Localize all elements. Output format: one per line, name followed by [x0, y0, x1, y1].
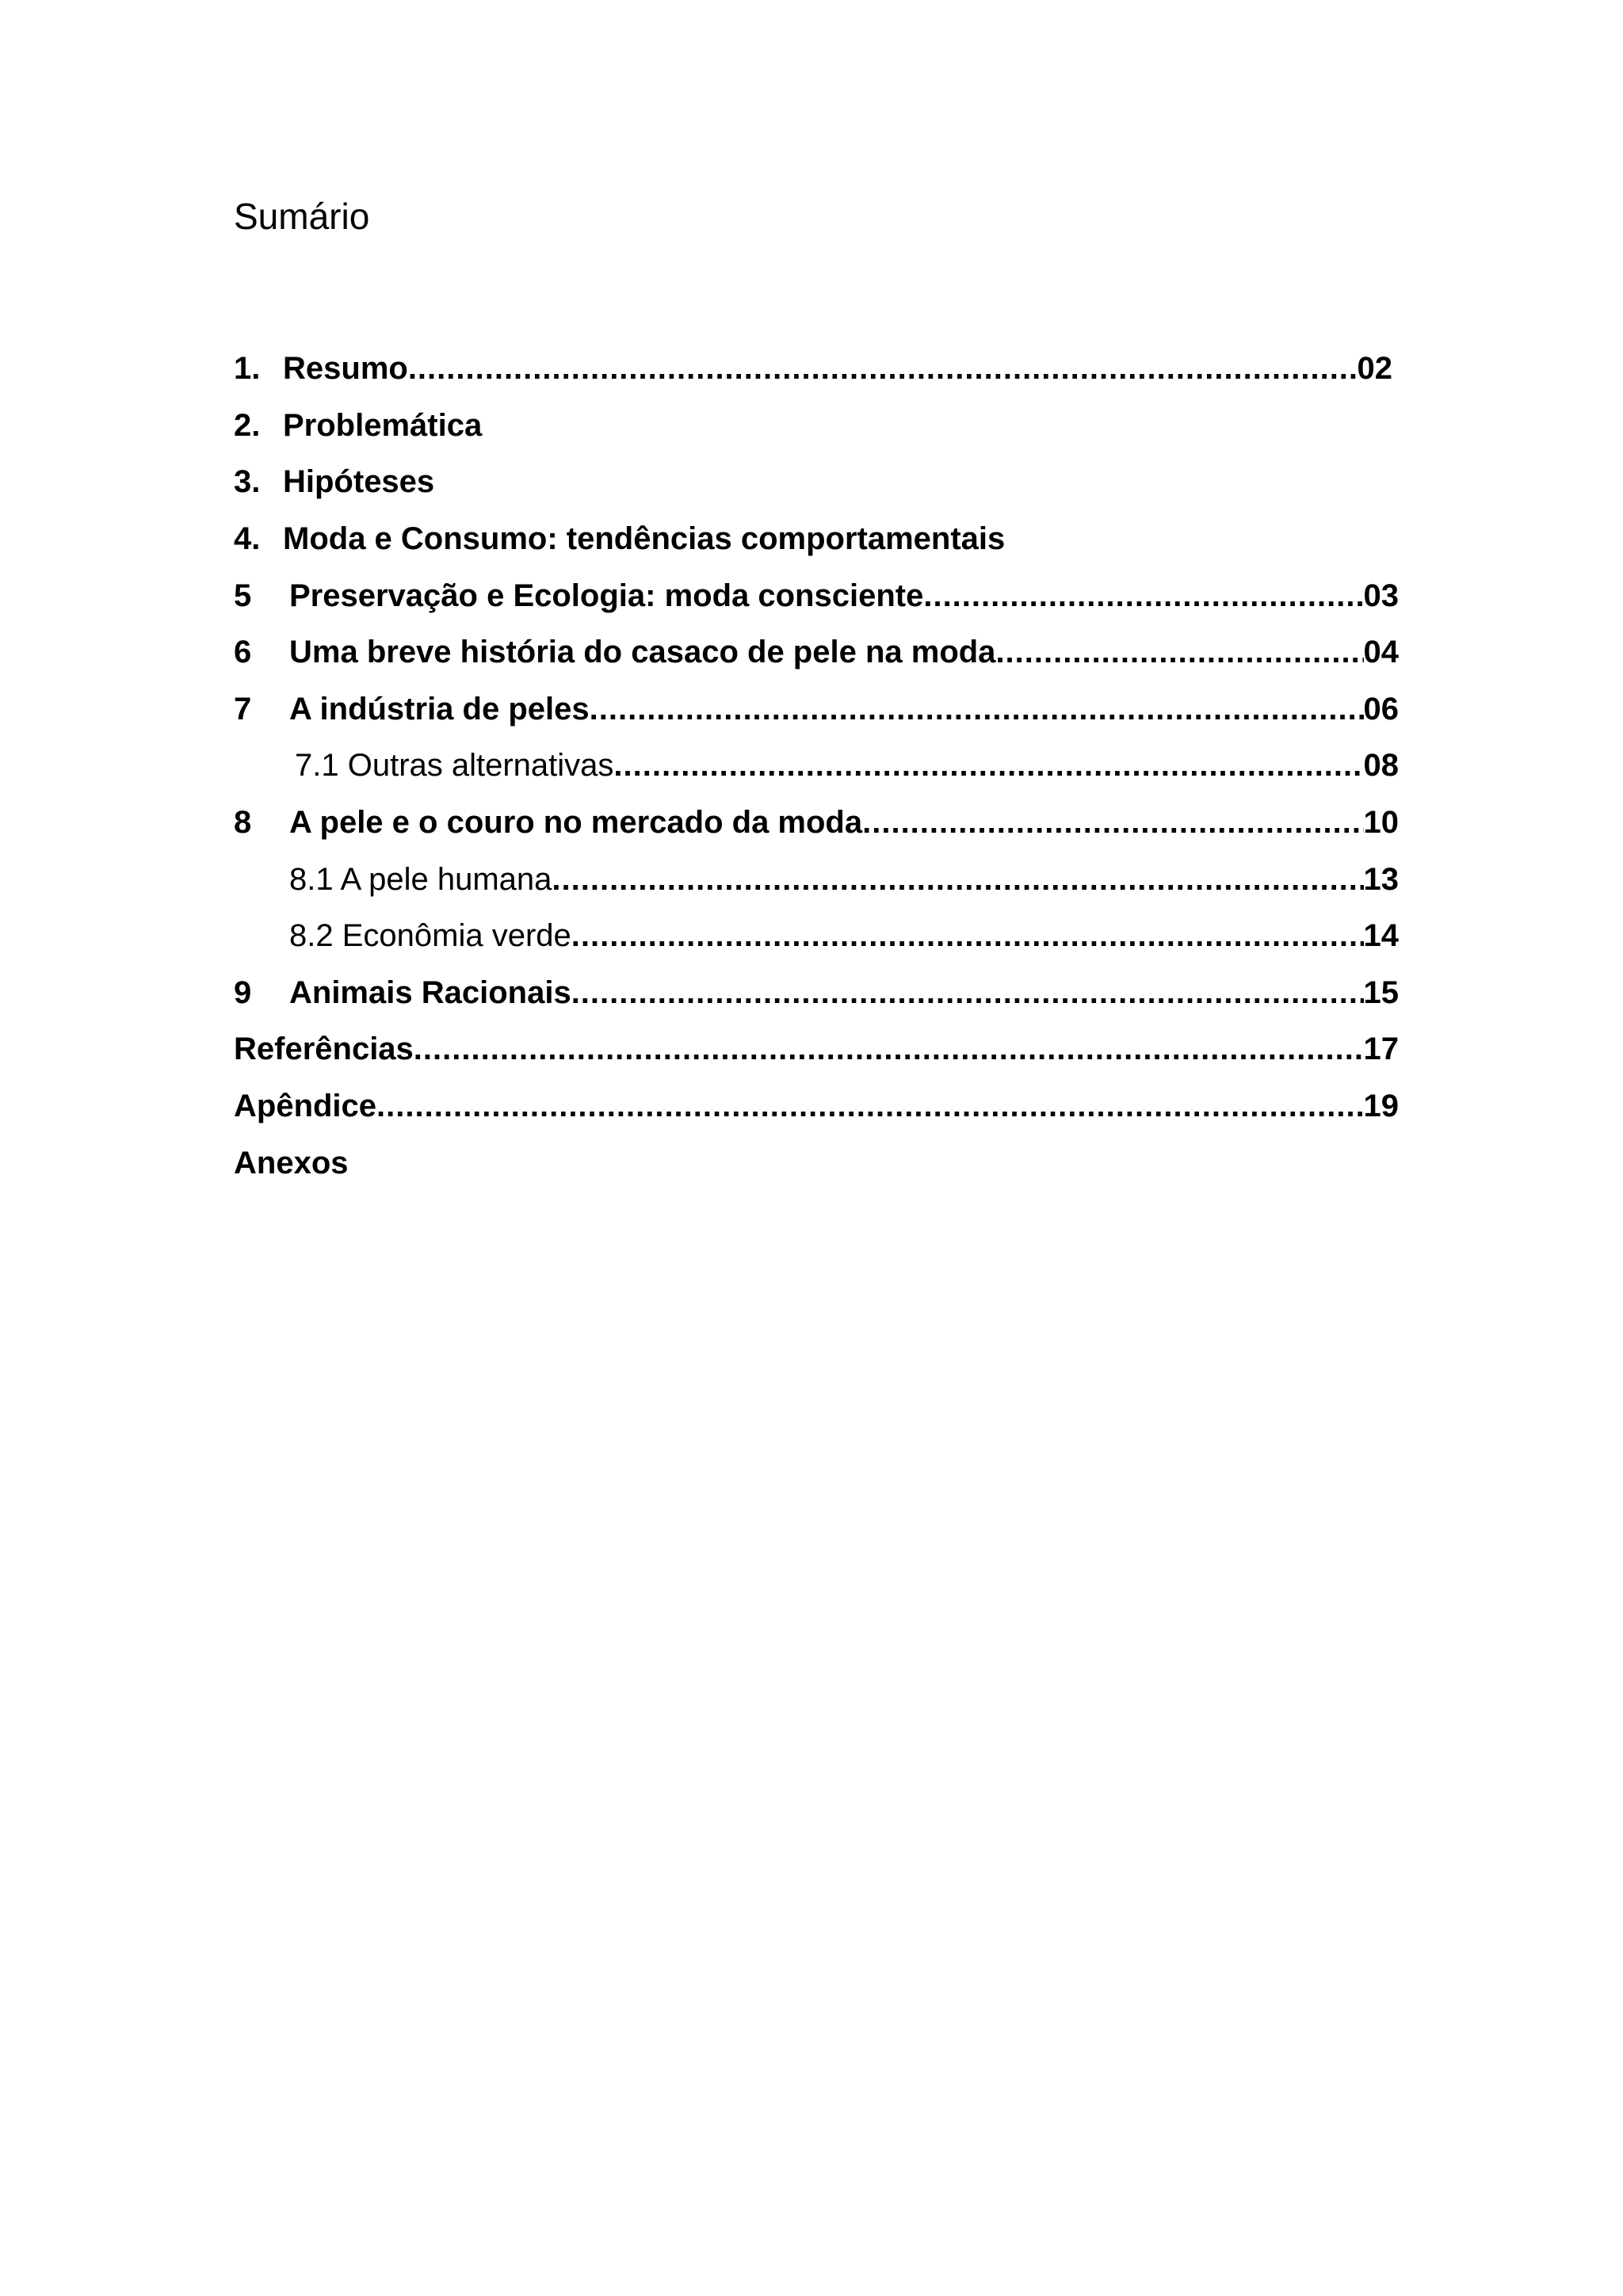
- toc-entry-page: 04: [1363, 635, 1399, 670]
- toc-entry-referencias: [234, 1021, 1399, 1078]
- toc-entry-label: Hipóteses: [283, 464, 435, 500]
- table-of-contents: [234, 341, 1399, 1192]
- toc-entry-animais-racionais: [234, 965, 1399, 1022]
- toc-entry-problematica: [234, 398, 1399, 455]
- toc-leader-dots: [376, 1089, 1363, 1124]
- toc-entry-number: 3.: [234, 464, 261, 500]
- toc-entry-pele-couro: [234, 795, 1399, 852]
- toc-entry-page: 15: [1363, 974, 1399, 1010]
- toc-entry-page: 13: [1363, 861, 1399, 897]
- toc-entry-label: Resumo: [283, 351, 408, 387]
- toc-entry-number: 1.: [234, 351, 261, 387]
- toc-entry-page: 17: [1363, 1032, 1399, 1067]
- toc-entry-label: A pele e o couro no mercado da moda: [289, 805, 863, 841]
- toc-entry-anexos: [234, 1135, 1399, 1192]
- toc-leader-dots: [923, 578, 1363, 614]
- toc-entry-label: Animais Racionais: [289, 974, 571, 1010]
- toc-entry-label: Moda e Consumo: tendências comportamentais: [283, 521, 1006, 557]
- toc-leader-dots: [552, 862, 1363, 898]
- toc-entry-preservacao: [234, 567, 1399, 624]
- toc-leader-dots: [590, 692, 1364, 727]
- toc-entry-historia-casaco: [234, 624, 1399, 681]
- toc-leader-dots: [613, 748, 1363, 784]
- toc-leader-dots: [408, 351, 1358, 387]
- toc-leader-dots: [862, 805, 1363, 841]
- toc-entry-number: 7: [234, 691, 252, 727]
- toc-entry-label: A indústria de peles: [289, 691, 590, 727]
- toc-entry-page: 14: [1363, 918, 1399, 954]
- toc-entry-hipoteses: [234, 454, 1399, 511]
- toc-entry-page: 02: [1357, 351, 1392, 387]
- toc-entry-label: Preservação e Ecologia: moda consciente: [289, 578, 924, 613]
- toc-entry-apendice: [234, 1078, 1399, 1135]
- toc-entry-number: 8: [234, 805, 252, 841]
- toc-leader-dots: [571, 975, 1364, 1011]
- toc-entry-resumo: [234, 341, 1392, 398]
- toc-entry-label: Apêndice: [234, 1089, 377, 1124]
- toc-entry-number: 9: [234, 974, 252, 1010]
- toc-entry-label: Problemática: [283, 407, 483, 443]
- toc-entry-label: 8.2 Econômia verde: [289, 918, 571, 954]
- toc-entry-number: 4.: [234, 521, 261, 557]
- toc-entry-number: 6: [234, 635, 252, 670]
- toc-entry-page: 19: [1363, 1089, 1399, 1124]
- toc-leader-dots: [995, 635, 1363, 670]
- toc-entry-outras-alternativas: [234, 738, 1399, 795]
- toc-entry-pele-humana: [234, 851, 1399, 908]
- toc-entry-page: 08: [1363, 748, 1399, 784]
- toc-entry-label: Referências: [234, 1032, 414, 1067]
- page-title: Sumário: [234, 196, 370, 237]
- toc-entry-economia-verde: [234, 908, 1399, 965]
- toc-entry-page: 03: [1363, 578, 1399, 613]
- toc-entry-label: 8.1 A pele humana: [289, 861, 552, 897]
- toc-entry-label: 7.1 Outras alternativas: [295, 748, 614, 784]
- toc-entry-label: Uma breve história do casaco de pele na moda: [289, 635, 996, 670]
- toc-entry-page: 06: [1363, 691, 1399, 727]
- toc-entry-page: 10: [1363, 805, 1399, 841]
- toc-entry-number: 2.: [234, 407, 261, 443]
- toc-leader-dots: [414, 1032, 1364, 1067]
- toc-entry-industria-peles: [234, 681, 1399, 738]
- toc-entry-label: Anexos: [234, 1145, 349, 1180]
- toc-entry-moda-consumo: [234, 511, 1399, 568]
- toc-entry-number: 5: [234, 578, 252, 613]
- toc-leader-dots: [571, 918, 1364, 954]
